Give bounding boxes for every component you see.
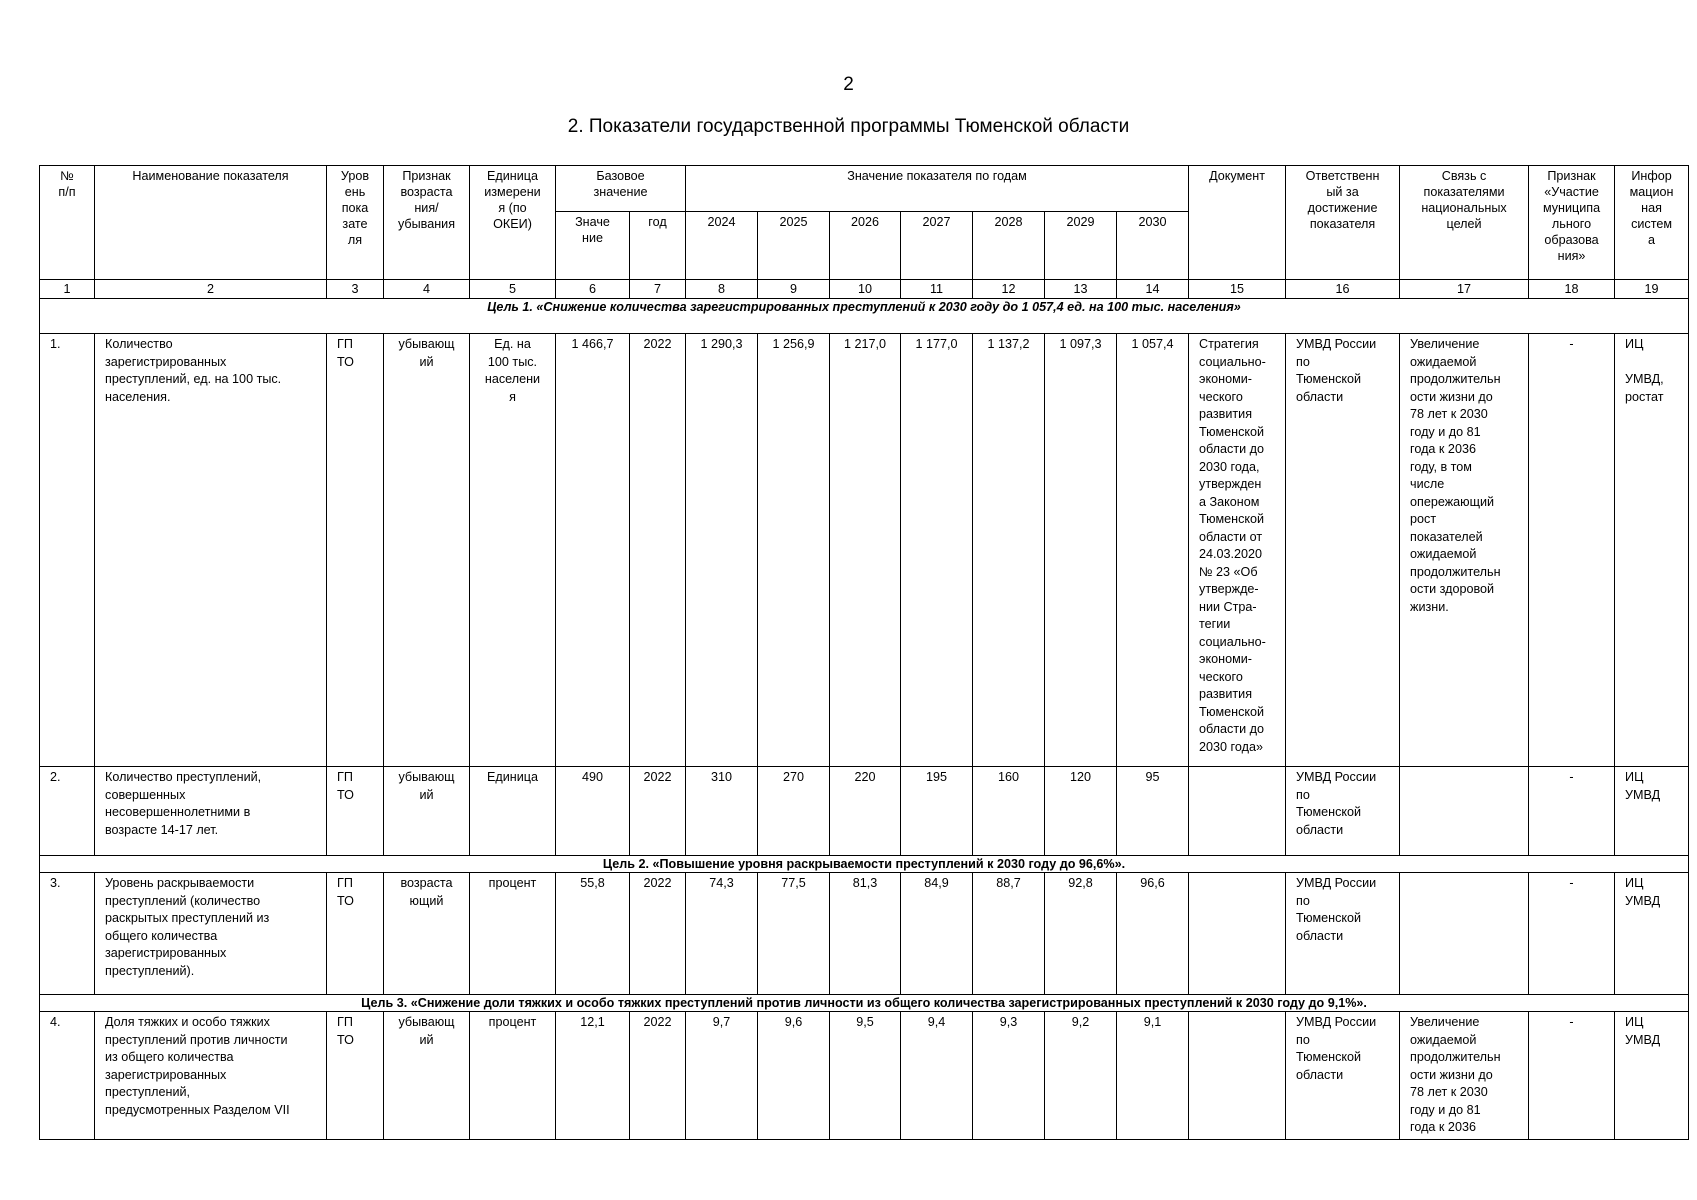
year-value: 9,3 bbox=[973, 1012, 1045, 1140]
page-title: 2. Показатели государственной программы Тюменской области bbox=[567, 116, 1130, 137]
col-header-name: Наименование показателя bbox=[95, 166, 327, 280]
national-goal-link bbox=[1400, 873, 1529, 995]
year-value: 88,7 bbox=[973, 873, 1045, 995]
col-header-base-year: год bbox=[630, 212, 686, 280]
indicator-unit: процент bbox=[470, 873, 556, 995]
col-header-year: 2024 bbox=[686, 212, 758, 280]
column-number: 12 bbox=[973, 280, 1045, 299]
column-number: 4 bbox=[384, 280, 470, 299]
year-value: 74,3 bbox=[686, 873, 758, 995]
indicators-table bbox=[39, 165, 1689, 1140]
document-cell bbox=[1189, 873, 1286, 995]
col-header-link: Связь с показателями национальных целей bbox=[1400, 166, 1529, 280]
responsible-cell: УМВД России по Тюменской области bbox=[1286, 1012, 1400, 1140]
year-value: 9,6 bbox=[758, 1012, 830, 1140]
year-value: 9,2 bbox=[1045, 1012, 1117, 1140]
indicator-row bbox=[40, 873, 1689, 995]
col-header-responsible: Ответственн ый за достижение показателя bbox=[1286, 166, 1400, 280]
indicator-unit: Единица bbox=[470, 767, 556, 856]
base-year: 2022 bbox=[630, 873, 686, 995]
document-cell bbox=[1189, 767, 1286, 856]
goal-title: Цель 2. «Повышение уровня раскрываемости преступлений к 2030 году до 96,6%». bbox=[40, 856, 1689, 873]
base-year: 2022 bbox=[630, 334, 686, 767]
col-header-municipal: Признак «Участие муниципа льного образова ния» bbox=[1529, 166, 1615, 280]
col-header-year: 2027 bbox=[901, 212, 973, 280]
year-value: 1 177,0 bbox=[901, 334, 973, 767]
column-number: 1 bbox=[40, 280, 95, 299]
column-number: 8 bbox=[686, 280, 758, 299]
indicator-name: Количество зарегистрированных преступлений, ед. на 100 тыс. населения. bbox=[95, 334, 327, 767]
column-number: 17 bbox=[1400, 280, 1529, 299]
col-header-year: 2030 bbox=[1117, 212, 1189, 280]
column-number: 13 bbox=[1045, 280, 1117, 299]
indicator-name: Доля тяжких и особо тяжких преступлений против личности из общего количества зарегистрированных преступлений, предусмотренных Разделом VII bbox=[95, 1012, 327, 1140]
indicator-level: ГП ТО bbox=[327, 334, 384, 767]
indicator-trend: возраста ющий bbox=[384, 873, 470, 995]
year-value: 77,5 bbox=[758, 873, 830, 995]
year-value: 9,5 bbox=[830, 1012, 901, 1140]
column-number: 6 bbox=[556, 280, 630, 299]
indicator-name: Уровень раскрываемости преступлений (количество раскрытых преступлений из общего количества зарегистрированных преступлений). bbox=[95, 873, 327, 995]
year-value: 1 097,3 bbox=[1045, 334, 1117, 767]
year-value: 195 bbox=[901, 767, 973, 856]
column-numbers-row bbox=[40, 280, 1689, 299]
column-number: 9 bbox=[758, 280, 830, 299]
base-value: 55,8 bbox=[556, 873, 630, 995]
goal-title: Цель 1. «Снижение количества зарегистрированных преступлений к 2030 году до 1 057,4 ед. на 100 тыс. населения» bbox=[40, 299, 1689, 334]
indicator-row bbox=[40, 1012, 1689, 1140]
goal-row bbox=[40, 995, 1689, 1012]
col-header-base-value: Значе ние bbox=[556, 212, 630, 280]
year-value: 9,1 bbox=[1117, 1012, 1189, 1140]
base-year: 2022 bbox=[630, 1012, 686, 1140]
column-number: 2 bbox=[95, 280, 327, 299]
municipal-flag: - bbox=[1529, 334, 1615, 767]
year-value: 120 bbox=[1045, 767, 1117, 856]
national-goal-link: Увеличение ожидаемой продолжительн ости жизни до 78 лет к 2030 году и до 81 года к 2036 году, в том числе опережающий рост показателей ожидаемой продолжительн ости здоровой жизни. bbox=[1400, 334, 1529, 767]
base-year: 2022 bbox=[630, 767, 686, 856]
column-number: 10 bbox=[830, 280, 901, 299]
goal-row bbox=[40, 856, 1689, 873]
column-number: 16 bbox=[1286, 280, 1400, 299]
info-system: ИЦ УМВД, ростат bbox=[1615, 334, 1689, 767]
col-header-document: Документ bbox=[1189, 166, 1286, 280]
responsible-cell: УМВД России по Тюменской области bbox=[1286, 334, 1400, 767]
document-cell bbox=[1189, 1012, 1286, 1140]
year-value: 160 bbox=[973, 767, 1045, 856]
column-number: 18 bbox=[1529, 280, 1615, 299]
base-value: 12,1 bbox=[556, 1012, 630, 1140]
indicator-trend: убывающ ий bbox=[384, 334, 470, 767]
year-value: 1 256,9 bbox=[758, 334, 830, 767]
year-value: 310 bbox=[686, 767, 758, 856]
indicator-unit: Ед. на 100 тыс. населени я bbox=[470, 334, 556, 767]
indicator-row bbox=[40, 334, 1689, 767]
document-cell: Стратегия социально- экономи- ческого развития Тюменской области до 2030 года, утвержден а Законом Тюменской области от 24.03.2020 № 23 «Об утвержде- нии Стра- тегии социально- экономи- ческого развития Тюменской области до 2030 года» bbox=[1189, 334, 1286, 767]
col-header-unit: Единица измерени я (по ОКЕИ) bbox=[470, 166, 556, 280]
col-header-num: № п/п bbox=[40, 166, 95, 280]
year-value: 1 217,0 bbox=[830, 334, 901, 767]
year-value: 95 bbox=[1117, 767, 1189, 856]
responsible-cell: УМВД России по Тюменской области bbox=[1286, 767, 1400, 856]
col-header-infosys: Инфор мацион ная систем а bbox=[1615, 166, 1689, 280]
year-value: 84,9 bbox=[901, 873, 973, 995]
column-number: 3 bbox=[327, 280, 384, 299]
col-header-trend: Признак возраста ния/ убывания bbox=[384, 166, 470, 280]
base-value: 1 466,7 bbox=[556, 334, 630, 767]
row-number: 2. bbox=[40, 767, 95, 856]
year-value: 96,6 bbox=[1117, 873, 1189, 995]
col-header-year: 2026 bbox=[830, 212, 901, 280]
municipal-flag: - bbox=[1529, 873, 1615, 995]
indicator-row bbox=[40, 767, 1689, 856]
municipal-flag: - bbox=[1529, 1012, 1615, 1140]
year-value: 220 bbox=[830, 767, 901, 856]
col-header-base: Базовое значение bbox=[556, 166, 686, 212]
national-goal-link bbox=[1400, 767, 1529, 856]
row-number: 3. bbox=[40, 873, 95, 995]
info-system: ИЦ УМВД bbox=[1615, 767, 1689, 856]
year-value: 9,7 bbox=[686, 1012, 758, 1140]
page-number: 2 bbox=[843, 74, 854, 95]
indicator-level: ГП ТО bbox=[327, 1012, 384, 1140]
col-header-year: 2028 bbox=[973, 212, 1045, 280]
col-header-year: 2025 bbox=[758, 212, 830, 280]
year-value: 81,3 bbox=[830, 873, 901, 995]
indicator-trend: убывающ ий bbox=[384, 1012, 470, 1140]
responsible-cell: УМВД России по Тюменской области bbox=[1286, 873, 1400, 995]
column-number: 7 bbox=[630, 280, 686, 299]
row-number: 4. bbox=[40, 1012, 95, 1140]
goal-title: Цель 3. «Снижение доли тяжких и особо тяжких преступлений против личности из общего количества зарегистрированных преступлений к 2030 году до 9,1%». bbox=[40, 995, 1689, 1012]
row-number: 1. bbox=[40, 334, 95, 767]
indicator-level: ГП ТО bbox=[327, 873, 384, 995]
col-header-year: 2029 bbox=[1045, 212, 1117, 280]
info-system: ИЦ УМВД bbox=[1615, 873, 1689, 995]
column-number: 14 bbox=[1117, 280, 1189, 299]
goal-row bbox=[40, 299, 1689, 334]
indicator-level: ГП ТО bbox=[327, 767, 384, 856]
column-number: 11 bbox=[901, 280, 973, 299]
year-value: 1 290,3 bbox=[686, 334, 758, 767]
year-value: 9,4 bbox=[901, 1012, 973, 1140]
info-system: ИЦ УМВД bbox=[1615, 1012, 1689, 1140]
base-value: 490 bbox=[556, 767, 630, 856]
header-row-1 bbox=[40, 166, 1689, 212]
year-value: 270 bbox=[758, 767, 830, 856]
column-number: 19 bbox=[1615, 280, 1689, 299]
indicator-unit: процент bbox=[470, 1012, 556, 1140]
indicator-name: Количество преступлений, совершенных несовершеннолетними в возрасте 14-17 лет. bbox=[95, 767, 327, 856]
indicator-trend: убывающ ий bbox=[384, 767, 470, 856]
municipal-flag: - bbox=[1529, 767, 1615, 856]
column-number: 15 bbox=[1189, 280, 1286, 299]
national-goal-link: Увеличение ожидаемой продолжительн ости жизни до 78 лет к 2030 году и до 81 года к 2036 bbox=[1400, 1012, 1529, 1140]
col-header-level: Уров ень пока зате ля bbox=[327, 166, 384, 280]
year-value: 1 057,4 bbox=[1117, 334, 1189, 767]
col-header-years-group: Значение показателя по годам bbox=[686, 166, 1189, 212]
column-number: 5 bbox=[470, 280, 556, 299]
year-value: 92,8 bbox=[1045, 873, 1117, 995]
year-value: 1 137,2 bbox=[973, 334, 1045, 767]
